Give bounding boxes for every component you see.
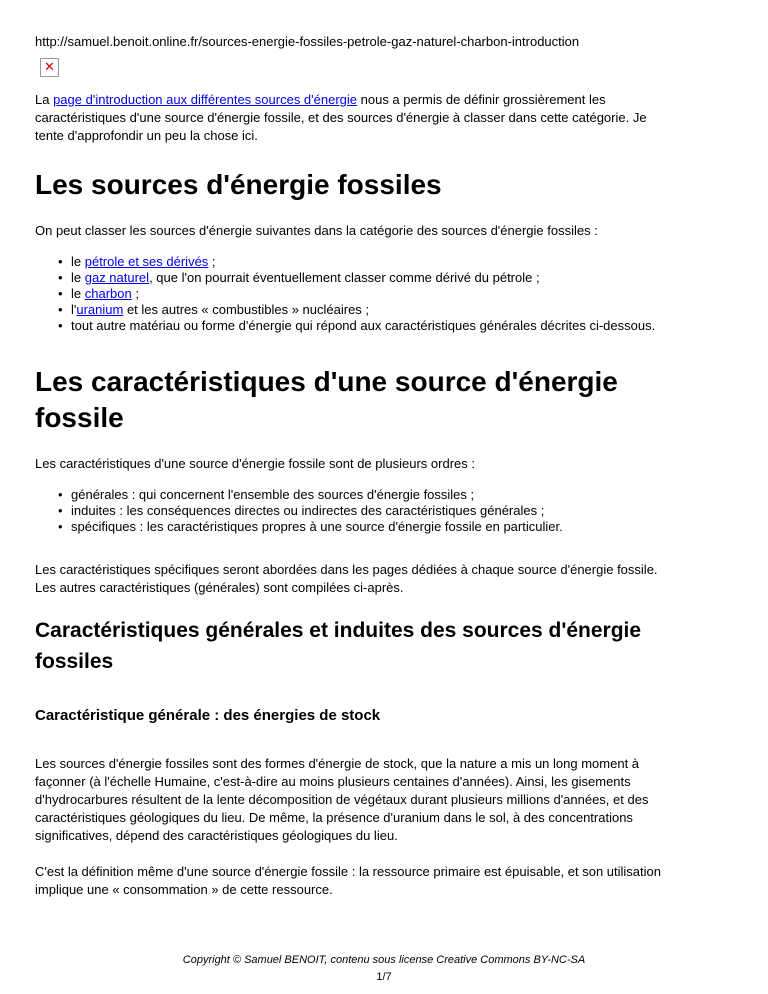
page-footer (0, 952, 768, 986)
stock-energy-paragraph (35, 755, 735, 845)
section2-paragraph (35, 561, 735, 597)
definition-paragraph (35, 863, 735, 899)
section3-title-line2: fossiles (35, 650, 114, 673)
list-item: • spécifiques : les caractéristiques propres à une source d'énergie fossile en particulier. (58, 519, 735, 535)
intro-prefix: La (35, 92, 54, 107)
section2-title-line1: Les caractéristiques d'une source d'énergie (35, 366, 618, 397)
section2-para-line1: Les caractéristiques spécifiques seront abordées dans les pages dédiées à chaque source d'énergie fossile. (35, 562, 658, 577)
list-item (58, 270, 735, 286)
characteristics-list (35, 487, 735, 535)
paragraph-line: d'hydrocarbures résultent de la lente décomposition de végétaux durant plusieurs millions d'années, et des (35, 792, 649, 807)
section3-title-line1: Caractéristiques générales et induites des sources d'énergie (35, 619, 642, 642)
source-url: http://samuel.benoit.online.fr/sources-energie-fossiles-petrole-gaz-naturel-charbon-introduction (35, 34, 580, 49)
intro-line3: tente d'approfondir un peu la chose ici. (35, 128, 258, 143)
list-item (58, 286, 735, 302)
paragraph-line: caractéristiques géologiques du lieu. De même, la présence d'uranium dans le sol, à des concentrations (35, 810, 633, 825)
list-item-suffix: ; (208, 254, 216, 269)
paragraph-line: significatives, dépend des caractéristiques géologiques du lieu. (35, 828, 398, 843)
list-item-suffix: , que l'on pourrait éventuellement classer comme dérivé du pétrole ; (149, 270, 540, 285)
section3-title (35, 615, 735, 677)
intro-line2: caractéristiques d'une source d'énergie fossile, et des sources d'énergie à classer dans cette catégorie. Je (35, 110, 647, 125)
broken-image-icon (40, 58, 59, 77)
section2-title-line2: fossile (35, 402, 124, 433)
section2-title (35, 364, 735, 436)
list-item-prefix: le (71, 286, 85, 301)
uranium-link[interactable]: uranium (76, 302, 124, 317)
paragraph-line: façonner (à l'échelle Humaine, c'est-à-dire au moins plusieurs centaines d'années). Ainsi, les gisements (35, 774, 631, 789)
paragraph-line: C'est la définition même d'une source d'énergie fossile : la ressource primaire est épuisable, et son utilisation (35, 864, 661, 879)
list-item (58, 254, 735, 270)
list-item-prefix: le (71, 270, 85, 285)
intro-line1-rest: nous a permis de définir grossièrement les (357, 92, 606, 107)
intro-paragraph (35, 91, 735, 145)
section1-lead: On peut classer les sources d'énergie suivantes dans la catégorie des sources d'énergie fossiles : (35, 223, 598, 238)
list-item: • induites : les conséquences directes ou indirectes des caractéristiques générales ; (58, 503, 735, 519)
copyright-notice: Copyright © Samuel BENOIT, contenu sous license Creative Commons BY-NC-SA (182, 954, 586, 966)
list-item-suffix: et les autres « combustibles » nucléaires ; (123, 302, 370, 317)
list-item-suffix: ; (131, 286, 139, 301)
paragraph-line: Les sources d'énergie fossiles sont des formes d'énergie de stock, que la nature a mis un long moment à (35, 756, 640, 771)
paragraph-line: implique une « consommation » de cette ressource. (35, 882, 333, 897)
list-item-prefix: le (71, 254, 85, 269)
list-item: • tout autre matériau ou forme d'énergie qui répond aux caractéristiques générales décrites ci-dessous. (58, 318, 735, 334)
gaz-naturel-link[interactable]: gaz naturel (84, 270, 150, 285)
petrole-link[interactable]: pétrole et ses dérivés (84, 254, 209, 269)
document-page (35, 30, 735, 899)
page-number: 1/7 (376, 971, 392, 983)
list-item (58, 302, 735, 318)
charbon-link[interactable]: charbon (84, 286, 132, 301)
section2-lead: Les caractéristiques d'une source d'énergie fossile sont de plusieurs ordres : (35, 456, 475, 471)
fossil-sources-list (35, 254, 735, 334)
intro-energy-sources-link[interactable]: page d'introduction aux différentes sources d'énergie (53, 92, 358, 107)
list-item-prefix: l' (71, 302, 77, 317)
stock-energy-subtitle: Caractéristique générale : des énergies de stock (35, 707, 381, 724)
section2-para-line2: Les autres caractéristiques (générales) sont compilées ci-après. (35, 580, 404, 595)
broken-image-glyph: ✕ (44, 59, 55, 74)
section1-title: Les sources d'énergie fossiles (35, 169, 442, 200)
list-item: • générales : qui concernent l'ensemble des sources d'énergie fossiles ; (58, 487, 735, 503)
